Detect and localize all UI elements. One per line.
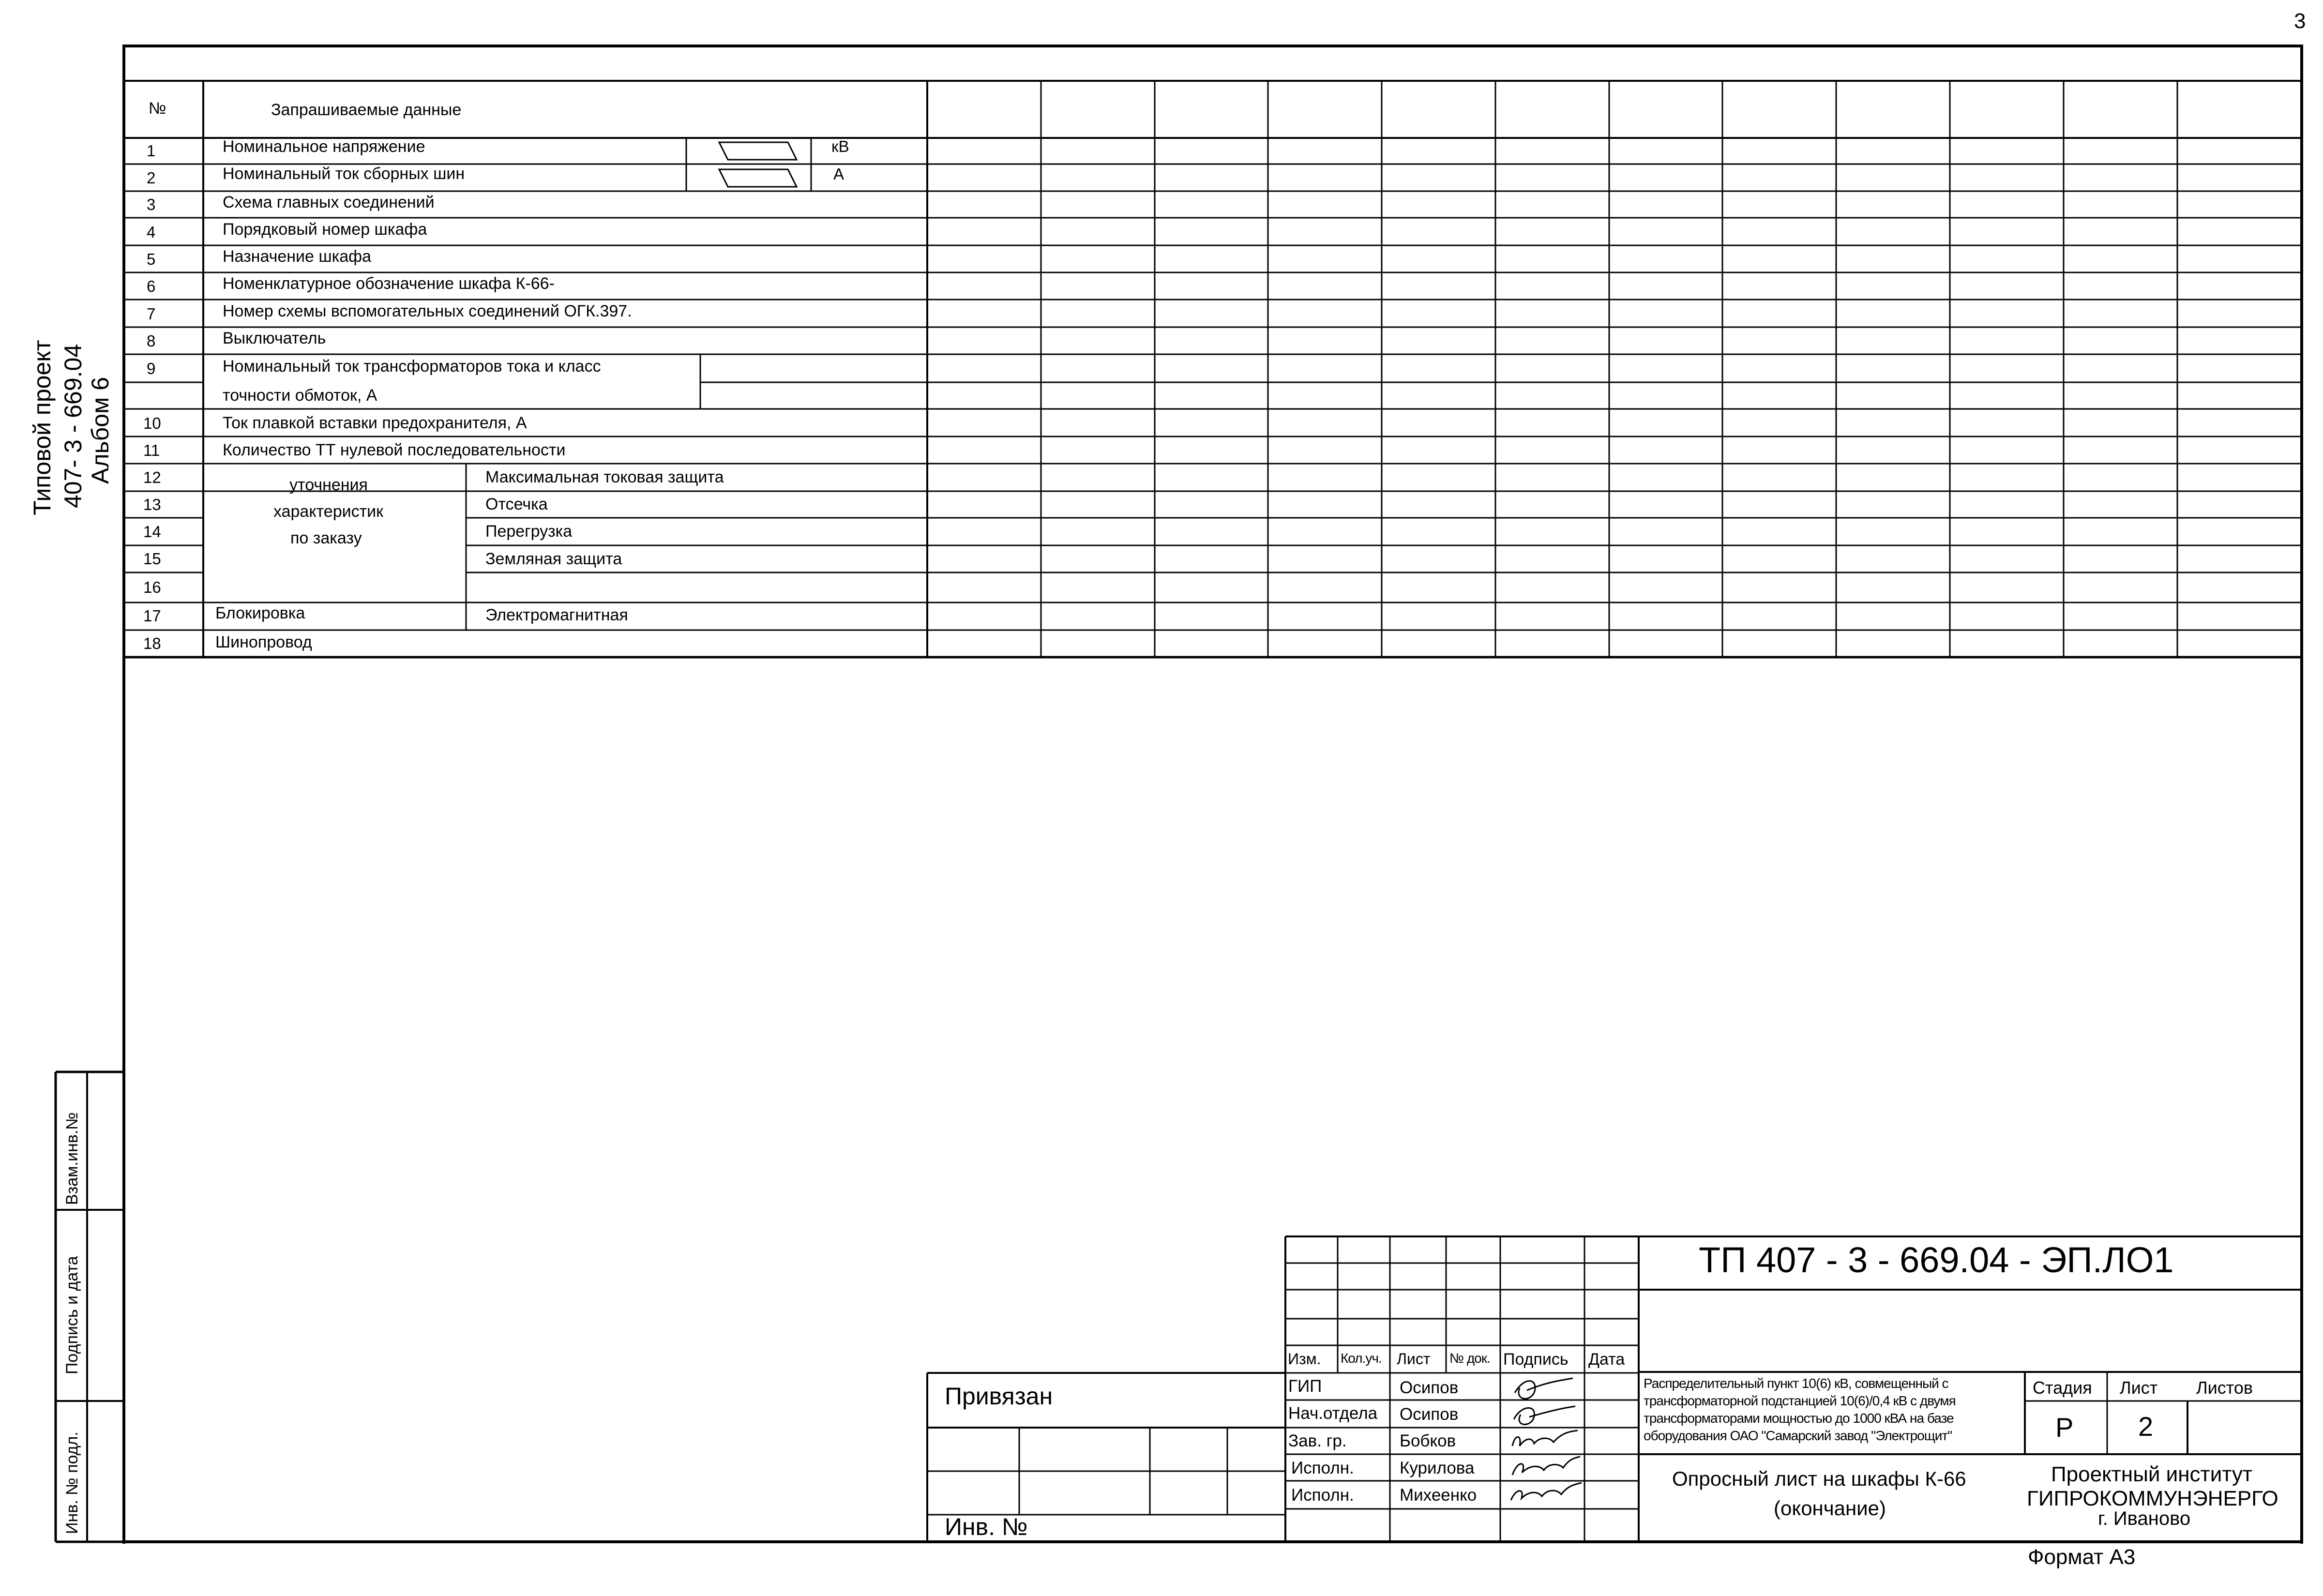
row-num: 6 (147, 277, 156, 295)
person-name: Осипов (1400, 1378, 1459, 1397)
signature-mark (1515, 1378, 1573, 1399)
sheet-value: 2 (2138, 1411, 2154, 1442)
group-label-line1: уточнения (289, 476, 368, 494)
project-name-line2: трансформаторной подстанцией 10(6)/0,4 кВ с двумя (1644, 1393, 1956, 1408)
hdr-data: Дата (1588, 1350, 1625, 1369)
signature-mark (1512, 1430, 1578, 1446)
row-text-cont: точности обмоток, А (223, 386, 377, 405)
row-num: 7 (147, 305, 156, 323)
row-num: 4 (147, 223, 156, 241)
project-name-line1: Распределительный пункт 10(6) кВ, совмещенный с (1644, 1376, 1948, 1391)
sheet-title-line1: Опросный лист на шкафы К-66 (1672, 1467, 1966, 1490)
side-project-line2: 407- 3 - 669.04 (60, 344, 87, 508)
side-stamp-vzam: Взам.инв.№ (63, 1112, 81, 1205)
project-name-line4: оборудования ОАО "Самарский завод "Электрощит" (1644, 1428, 1952, 1443)
row-num: 18 (143, 634, 161, 652)
side-stamp-podpis: Подпись и дата (63, 1256, 81, 1374)
row-num: 8 (147, 332, 156, 350)
row-num: 16 (143, 578, 161, 596)
row-num: 3 (147, 196, 156, 213)
row-text: Номинальный ток трансформаторов тока и класс (223, 357, 601, 376)
hdr-kol: Кол.уч. (1341, 1351, 1382, 1366)
row-num: 11 (143, 441, 160, 459)
row-text: Блокировка (215, 604, 305, 622)
row-text: Номер схемы вспомогательных соединений ОГК.397. (223, 302, 632, 320)
document-designation: ТП 407 - 3 - 669.04 - ЭП.ЛО1 (1699, 1240, 2174, 1280)
org-line2: ГИПРОКОММУНЭНЕРГО (2027, 1487, 2278, 1510)
person-role: Зав. гр. (1288, 1431, 1347, 1450)
voltage-entry-box (719, 142, 797, 160)
row-text: Шинопровод (215, 633, 312, 651)
row-num: 2 (147, 169, 156, 187)
hdr-list: Лист (1397, 1350, 1431, 1368)
row-num: 5 (147, 250, 156, 268)
row-text: Отсечка (485, 495, 548, 513)
person-name: Михеенко (1400, 1486, 1477, 1505)
side-project-line3: Альбом 6 (87, 376, 114, 484)
side-stamp-inv: Инв. № подл. (63, 1431, 81, 1534)
group-label-line2: характеристик (273, 502, 384, 521)
format-label: Формат А3 (2028, 1545, 2136, 1569)
table-col-num: № (149, 99, 166, 118)
group-label-line3: по заказу (290, 529, 362, 547)
row-num: 1 (147, 142, 156, 160)
row-num: 15 (143, 550, 161, 568)
signatures (1500, 1373, 1584, 1509)
org-line1: Проектный институт (2051, 1462, 2253, 1486)
project-name-line3: трансформаторами мощностью до 1000 кВА на базе (1644, 1411, 1954, 1426)
person-name: Курилова (1400, 1459, 1475, 1477)
row-num: 17 (143, 607, 161, 625)
stage-label: Стадия (2033, 1378, 2092, 1398)
person-name: Осипов (1400, 1405, 1459, 1424)
signature-mark (1512, 1457, 1580, 1475)
person-name: Бобков (1400, 1431, 1456, 1450)
person-role: Исполн. (1291, 1459, 1354, 1477)
row-unit: А (833, 165, 845, 183)
row-num: 10 (143, 414, 161, 432)
row-num: 12 (143, 468, 161, 486)
page-number: 3 (2294, 9, 2306, 33)
hdr-izm: Изм. (1288, 1350, 1321, 1368)
person-role: Нач.отдела (1288, 1404, 1378, 1423)
sheet-label: Лист (2120, 1378, 2158, 1398)
row-text: Перегрузка (485, 522, 573, 541)
row-text: Выключатель (223, 329, 326, 347)
hdr-podpis: Подпись (1503, 1350, 1569, 1369)
row-text: Количество ТТ нулевой последовательности (223, 441, 566, 459)
sheet-title-line2: (окончание) (1774, 1497, 1886, 1520)
table-col-data: Запрашиваемые данные (271, 101, 462, 119)
side-project-line1: Типовой проект (29, 340, 56, 515)
row-text: Порядковый номер шкафа (223, 220, 427, 239)
row-text-cont: Электромагнитная (485, 606, 628, 624)
row-text: Номенклатурное обозначение шкафа К-66- (223, 274, 555, 293)
current-entry-box (719, 169, 797, 187)
inv-no-label: Инв. № (945, 1513, 1028, 1540)
org-line3: г. Иваново (2098, 1508, 2191, 1529)
row-text: Ток плавкой вставки предохранителя, А (223, 414, 527, 432)
row-text: Земляная защита (485, 550, 622, 568)
person-role: Исполн. (1291, 1486, 1354, 1505)
stage-value: Р (2055, 1412, 2074, 1443)
row-text: Максимальная токовая защита (485, 468, 724, 486)
sheets-label: Листов (2196, 1378, 2253, 1398)
signature-mark (1514, 1406, 1575, 1424)
row-text: Номинальный ток сборных шин (223, 165, 465, 183)
row-text: Номинальное напряжение (223, 137, 425, 156)
row-num: 9 (147, 360, 156, 377)
person-role: ГИП (1288, 1377, 1322, 1396)
signature-mark (1511, 1483, 1582, 1500)
row-num: 14 (143, 523, 161, 541)
hdr-ndok: № док. (1449, 1351, 1490, 1366)
row-text: Назначение шкафа (223, 247, 372, 266)
row-unit: кВ (831, 137, 849, 155)
row-text: Схема главных соединений (223, 193, 435, 211)
privyazan-label: Привязан (945, 1383, 1053, 1410)
row-num: 13 (143, 496, 161, 513)
